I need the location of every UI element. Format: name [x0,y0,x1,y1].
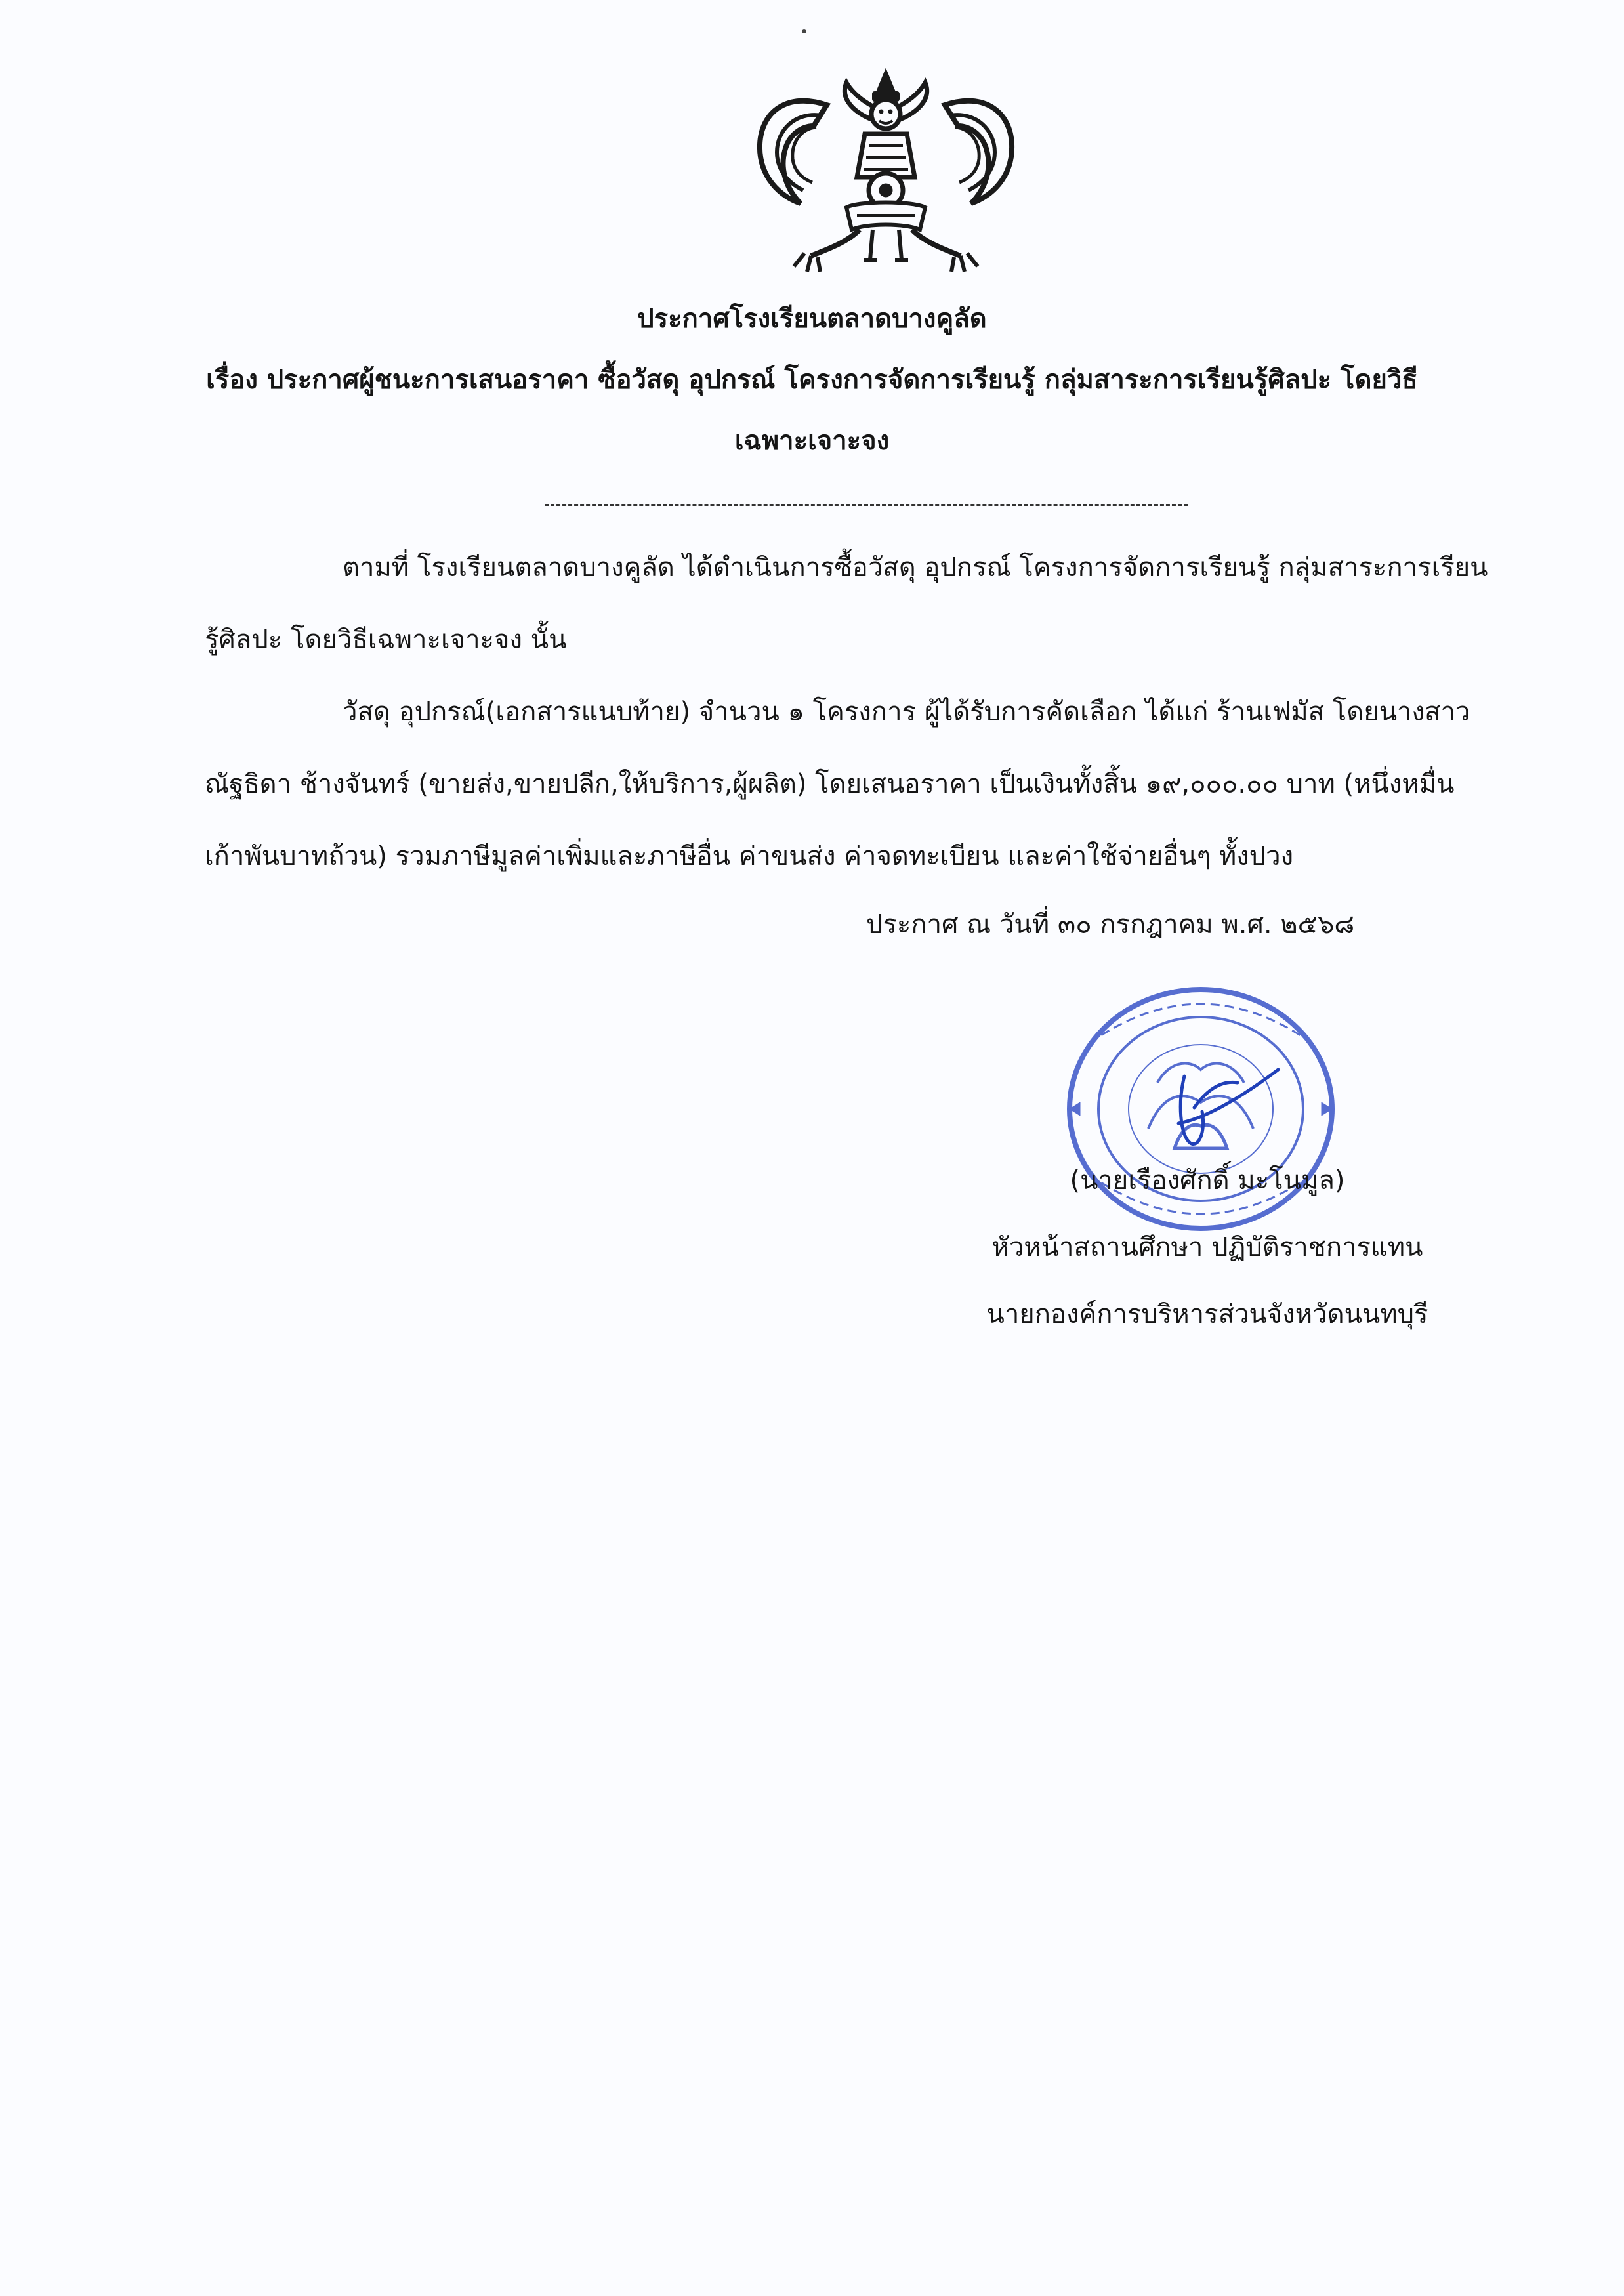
body-paragraph-1-text: ตามที่ โรงเรียนตลาดบางคูลัด ได้ดำเนินการซื้อวัสดุ อุปกรณ์ โครงการจัดการเรียนรู้ กลุ่มสาระการเรียนรู้ศิลปะ โดยวิธีเฉพาะเจาะจง นั้น [205,553,1488,655]
body-paragraph-2-text: วัสดุ อุปกรณ์(เอกสารแนบท้าย) จำนวน ๑ โครงการ ผู้ได้รับการคัดเลือก ได้แก่ ร้านเฟมัส โดยนางสาวณัฐธิดา ช้างจันทร์ (ขายส่ง,ขายปลีก,ให้บริการ,ผู้ผลิต) โดยเสนอราคา เป็นเงินทั้งสิ้น ๑๙,๐๐๐.๐๐ บาท (หนึ่งหมื่นเก้าพันบาทถ้วน) รวมภาษีมูลค่าเพิ่มและภาษีอื่น ค่าขนส่ง ค่าจดทะเบียน และค่าใช้จ่ายอื่นๆ ทั้งปวง [205,697,1470,871]
subject-line-2: เฉพาะเจาะจง [734,426,890,456]
body-paragraph-1 [205,532,1491,676]
divider-line [545,504,1188,506]
scan-dot [802,29,806,33]
signer-position-2: นายกองค์การบริหารส่วนจังหวัดนนทบุรี [986,1299,1428,1329]
announce-date: ประกาศ ณ วันที่ ๓๐ กรกฎาคม พ.ศ. ๒๕๖๘ [866,909,1355,940]
signer-name: (นายเรืองศักดิ์ มะโนมูล) [1070,1165,1345,1196]
subject-line-1: เรื่อง ประกาศผู้ชนะการเสนอราคา ซื้อวัสดุ อุปกรณ์ โครงการจัดการเรียนรู้ กลุ่มสาระการเรียนรู้ศิลปะ โดยวิธี [206,365,1418,395]
organization-title: ประกาศโรงเรียนตลาดบางคูลัด [637,304,987,334]
body-paragraph-2 [205,676,1491,892]
garuda-emblem-icon [748,66,1024,282]
official-stamp-icon [1050,971,1352,1247]
signer-position-1: หัวหน้าสถานศึกษา ปฏิบัติราชการแทน [991,1232,1423,1263]
